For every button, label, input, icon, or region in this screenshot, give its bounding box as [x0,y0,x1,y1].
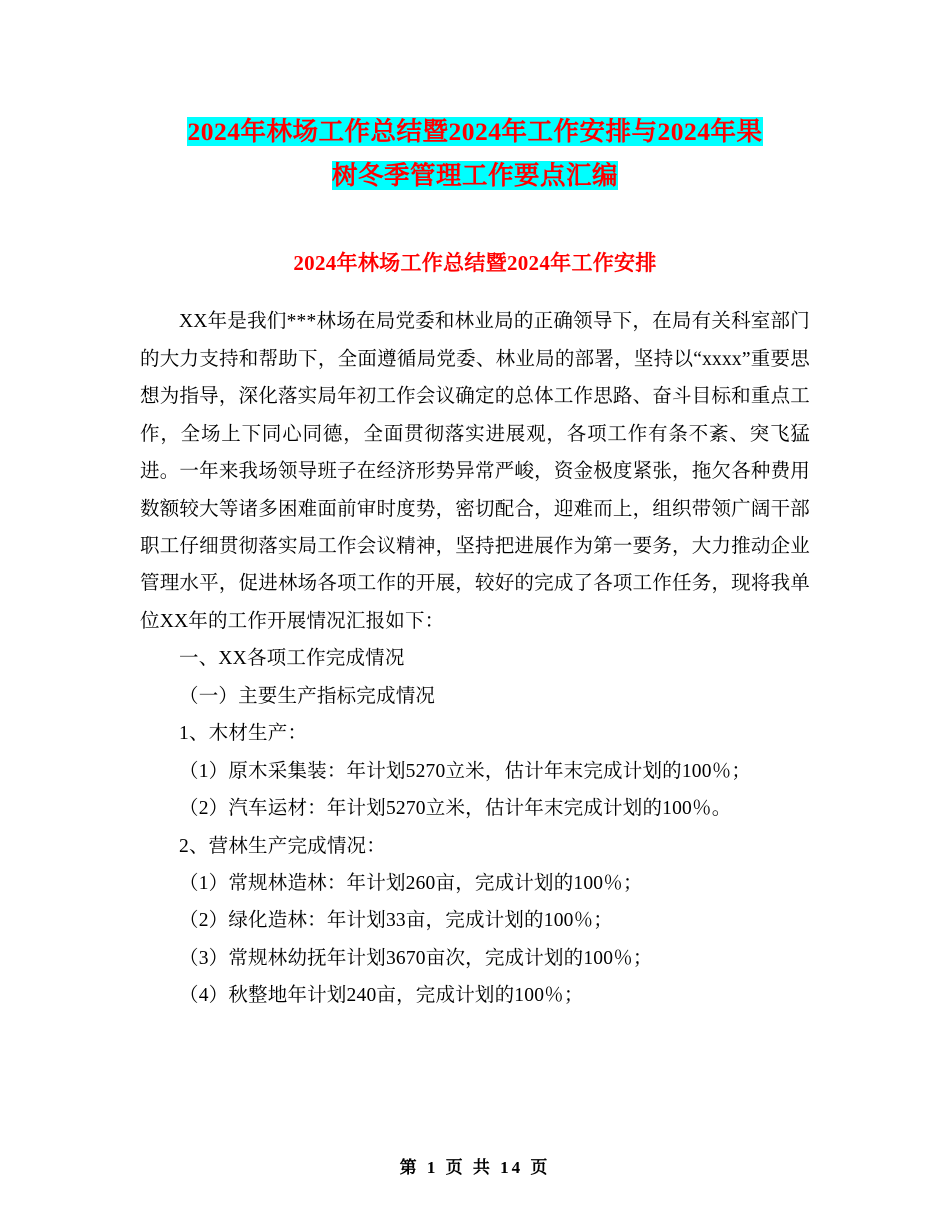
paragraph: （4）秋整地年计划240亩，完成计划的100％； [179,985,584,1007]
document-body [140,281,810,1014]
section-title: 2024年林场工作总结暨2024年工作安排 [293,250,657,275]
page-title [140,0,810,198]
page-footer: 第 1 页 共 14 页 [399,1158,551,1177]
paragraph: 1、木材生产： [179,723,308,745]
page-title-line-1: 2024年林场工作总结暨2024年工作安排与2024年果 [187,117,763,146]
paragraph: （3）常规林幼抚年计划3670亩次，完成计划的100％； [179,947,653,969]
paragraph: 一、XX各项工作完成情况 [179,648,405,670]
paragraph: 2、营林生产完成情况： [179,835,386,857]
paragraph: （2）汽车运材：年计划5270立米，估计年末完成计划的100％。 [179,798,732,820]
paragraph: （1）原木采集装：年计划5270立米，估计年末完成计划的100％； [179,760,752,782]
paragraph: （1）常规林造林：年计划260亩，完成计划的100％； [179,872,643,894]
page-title-line-2: 树冬季管理工作要点汇编 [331,160,618,190]
paragraph: （一）主要生产指标完成情况 [179,685,436,707]
paragraph: （2）绿化造林：年计划33亩，完成计划的100％； [179,910,614,932]
paragraph: XX年是我们***林场在局党委和林业局的正确领导下，在局有关科室部门的大力支持和帮助下，全面遵循局党委、林业局的部署，坚持以“xxxx”重要思想为指导，深化落实局年初工作会议确定的总体工作思路、奋斗目标和重点工作，全场上下同心同德，全面贯彻落实进展观，各项工作有条不紊、突飞猛进。一年来我场领导班子在经济形势异常严峻，资金极度紧张，拖欠各种费用数额较大等诸多困难面前审时度势，密切配合，迎难而上，组织带领广阔干部职工仔细贯彻落实局工作会议精神，坚持把进展作为第一要务，大力推动企业管理水平，促进林场各项工作的开展，较好的完成了各项工作任务，现将我单位XX年的工作开展情况汇报如下： [140,311,810,632]
